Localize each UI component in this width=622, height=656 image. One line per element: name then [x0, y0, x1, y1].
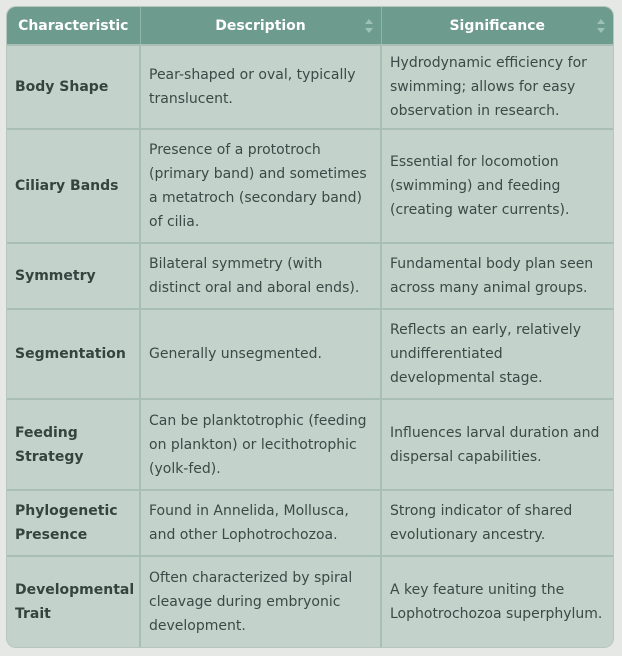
sort-icon[interactable] [365, 19, 373, 33]
table-row [7, 243, 613, 309]
cell-description: Pear-shaped or oval, typically translucent. [140, 45, 381, 129]
cell-characteristic: Symmetry [7, 243, 140, 309]
table-row [7, 399, 613, 490]
sort-icon[interactable] [597, 19, 605, 33]
cell-characteristic: Segmentation [7, 309, 140, 400]
characteristics-table-container [7, 7, 613, 647]
column-header-significance[interactable] [381, 7, 613, 45]
cell-significance: Hydrodynamic efficiency for swimming; allows for easy observation in research. [381, 45, 613, 129]
cell-significance: Essential for locomotion (swimming) and feeding (creating water currents). [381, 129, 613, 243]
cell-characteristic: Phylogenetic Presence [7, 490, 140, 556]
column-header-characteristic[interactable] [7, 7, 140, 45]
cell-description: Presence of a prototroch (primary band) and sometimes a metatroch (secondary band) of cilia. [140, 129, 381, 243]
table-row [7, 556, 613, 647]
cell-description: Can be planktotrophic (feeding on plankton) or lecithotrophic (yolk-fed). [140, 399, 381, 490]
cell-significance: Fundamental body plan seen across many animal groups. [381, 243, 613, 309]
cell-description: Bilateral symmetry (with distinct oral and aboral ends). [140, 243, 381, 309]
column-header-description[interactable] [140, 7, 381, 45]
cell-significance: A key feature uniting the Lophotrochozoa superphylum. [381, 556, 613, 647]
characteristics-table [7, 7, 613, 647]
table-row [7, 490, 613, 556]
cell-description: Generally unsegmented. [140, 309, 381, 400]
table-row [7, 45, 613, 129]
cell-characteristic: Developmental Trait [7, 556, 140, 647]
column-header-label: Description [215, 17, 306, 34]
column-header-label: Significance [449, 17, 546, 34]
cell-characteristic: Body Shape [7, 45, 140, 129]
column-header-label: Characteristic [18, 17, 129, 34]
cell-characteristic: Feeding Strategy [7, 399, 140, 490]
table-body [7, 45, 613, 647]
cell-characteristic: Ciliary Bands [7, 129, 140, 243]
table-row [7, 309, 613, 400]
table-header [7, 7, 613, 45]
cell-significance: Reflects an early, relatively undifferentiated developmental stage. [381, 309, 613, 400]
cell-description: Often characterized by spiral cleavage during embryonic development. [140, 556, 381, 647]
header-row [7, 7, 613, 45]
table-row [7, 129, 613, 243]
cell-description: Found in Annelida, Mollusca, and other Lophotrochozoa. [140, 490, 381, 556]
cell-significance: Strong indicator of shared evolutionary ancestry. [381, 490, 613, 556]
cell-significance: Influences larval duration and dispersal capabilities. [381, 399, 613, 490]
